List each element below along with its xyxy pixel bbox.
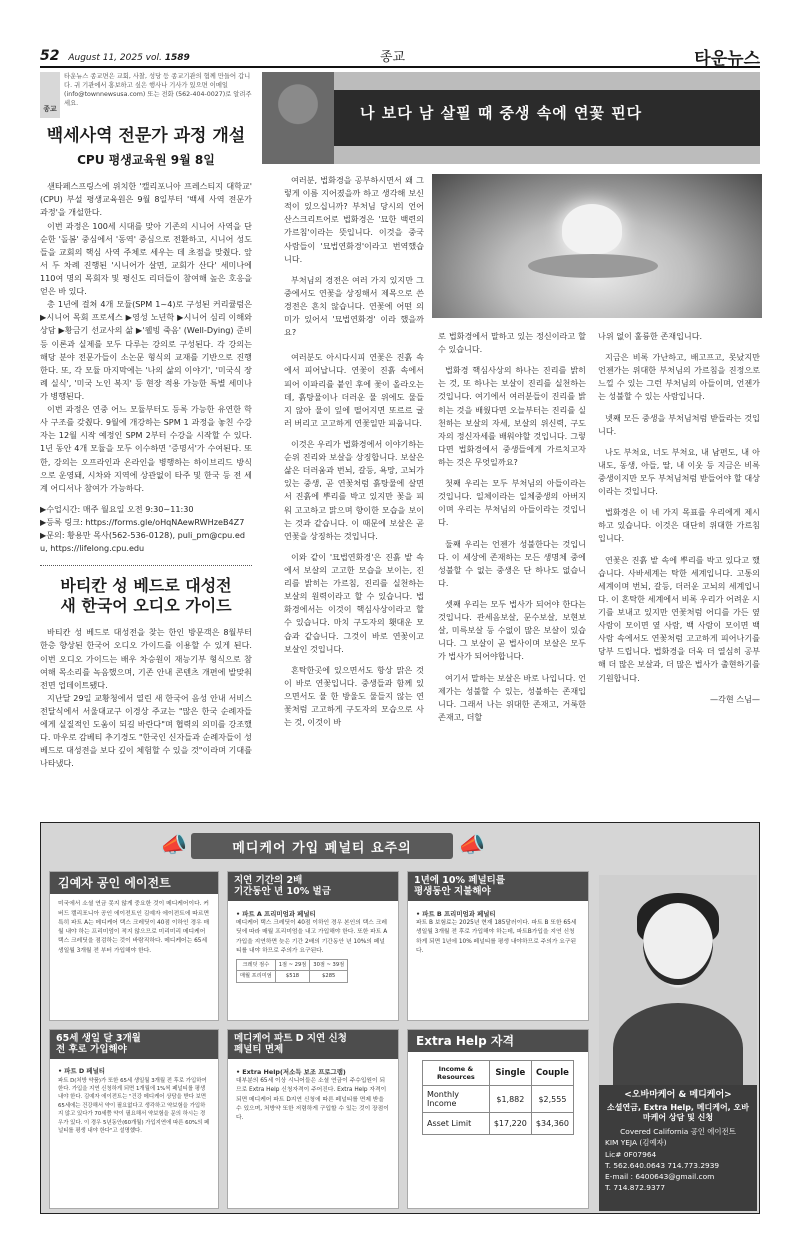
section-title: 종교 [380,50,406,65]
agent-body [613,1003,743,1093]
megaphone-icon: 📣 [458,833,486,858]
paragraph: 둘째 우리는 언젠가 성불한다는 것입니다. 이 세상에 존재하는 모든 생명체 중에 성불할 수 없는 중생은 단 하나도 없습니다. [438,538,586,588]
info-line: ▶수업시간: 매주 월요일 오전 9:30~11:30 [40,503,194,514]
table-row [423,1113,574,1135]
box-subtitle: • Extra Help(저소득 보조 프로그램) [236,1067,346,1076]
issue-info [40,48,190,64]
agent-fax[interactable]: T. 714.872.9377 [605,1182,666,1192]
paragraph: 총 1년에 걸쳐 4개 모듈(SPM 1~4)로 구성된 커리큘럼은 ▶시니어 목회 프로세스 ▶영성 노년학 ▶시니어 심리 이해와 상담 ▶황금기 선교사의 삶 ▶'웰빙 죽음' (Well-Dying) 준비 등 이론과 실제를 모두 다루는 강의로 구성된다. 각 강의는 해당 분야 전문가들이 소논문 형식의 교재를 기반으로 진행한다. 또, 각 모듈 마지막에는 '나의 삶의 이야기', '미국식 장례 실식', '미국 노인 복지' 등 현장 적용 가능한 특별 세미나가 병행된다. [40,299,252,401]
paragraph: 연꽃은 진흙 밭 속에 뿌리를 박고 있다고 했습니다. 사바세계는 탁한 세계입니다. 고통의 세계이며 번뇌, 갈등, 더러운 고뇌의 세계입니다. 이 혼탁한 세계에서 비록 우리가 어려운 시기를 보내고 있지만 연꽃처럼 어디를 가든 옆 사람이 모이면 옆 사람, 백 사람이 모이면 백 사람 속에서도 연꽃처럼 고고하게 피어나기를 당부 드립니다. 법화경을 더욱 더 열심히 공부해 더 많은 보살과, 더 많은 법사가 출현하기를 기원합니다. [598,554,760,683]
paragraph: 이와 같이 '묘법연화경'은 진흙 밭 속에서 보살의 고고한 모습을 보이는, 진리를 밝히는 가르침, 진리를 실천하는 보살의 원력이라고 할 수 있습니다. 법화경에서는 이것이 핵심사상이라고 할 수 있습니다. 마치 구도자의 횃대운 모습과 같습니다. 그것이 바로 연꽃이고 보살인 것입니다. [284,551,424,654]
article-headline [40,576,252,616]
box-subtitle: • 파트 B 프리미엄과 페널티 [416,909,496,918]
article-subhead: CPU 평생교육원 9월 8일 [77,153,215,168]
box-body [228,901,398,989]
agent-license: Lic# 0F07964 [605,1149,657,1159]
lotus-flower-icon [562,204,622,254]
table-row [423,1086,574,1113]
table-header-row [423,1061,574,1086]
box-text: 파트 D(처방 약품)가 또한 65세 생일월 3개월 전 후로 가입하여한다. 가입을 지연 신청하게 되면 1개월에 1%씩 페널티를 평생내야 한다. 김예자 에이전트는 "건강 메디케어 상담을 받다 보면 65세에는 건강해서 약이 필요없다고 생각하고 약보험을 가입하지 않고 있다가 70세쯤 약이 필요해서 약보험을 문의 하시는 경우가 있다. 이 경우 5년동안(60개월) 가입지연에 따른 60%의 페널티를 평생 내야 한다"고 설명했다. [58,1077,210,1134]
article-headline: 백세사역 전문가 과정 개설 [46,126,246,146]
eligibility-table [422,1060,574,1135]
box-text: 파트 B 보험료는 2025년 현재 185달러이다. 파트 B 또한 65세 생일월 3개월 전 후로 가입해야 하는데, 파트B가입을 지연 신청하게 되면 1년에 10% 페널티를 평생 내야하므로 주의가 요구된다. [416,920,577,954]
signature: —각현 스님— [709,693,760,704]
headline-line: 새 한국어 오디오 가이드 [60,596,232,616]
paragraph: 로 법화경에서 말하고 있는 정신이라고 할 수 있습니다. [438,331,586,355]
table-cell: 매월 프리미엄 [237,971,276,982]
paragraph: 혼탁한곳에 있으면서도 항상 맑은 것이 바로 연꽃입니다. 중생들과 함께 있으면서도 물 한 방울도 물들지 않는 연꽃처럼 고고하게 구도자의 모습으로 사는 것, 이것이 바 [284,664,424,728]
table-cell: $17,220 [489,1113,531,1135]
paragraph: 셋째 우리는 모두 법사가 되어야 한다는 것입니다. 관세음보살, 문수보살, 보현보살, 미륵보살 등 수없이 많은 보살이 있습니다. 그 보살이 곧 법사이며 보살은 모두가 법사가 되어야합니다. [438,598,586,662]
part-a-box [227,871,399,1021]
issue-date: August 11, 2025 [68,53,143,63]
vol-label: vol. [145,53,162,63]
paragraph: 나위 없이 훌륭한 존재입니다. [598,331,703,341]
article-column-1 [284,174,424,737]
paragraph: 여러분도 아시다시피 연꽃은 진흙 속에서 피어납니다. 연꽃이 진흙 속에서 피어 이파리를 붙인 후에 꽃이 올라오는데, 흙탕물이나 더러운 물 위에도 물들지 않아 물이 잎에 떨어지면 또르르 굴러 버리고 고고하게 연꽃일만 피웁니다. [284,352,424,428]
notice-text: 타운뉴스 종교면은 교회, 사찰, 성당 등 종교기관의 협께 만들어 갑니다. 귀 기관에서 홍보하고 싶은 행사나 기사가 있으면 이메일 (info@townnewsusa.com) 또는 전화 (562-404-0027)로 알려주세요. [64,73,252,108]
table-cell: 크레딧 점수 [237,960,276,971]
paragraph: 이번 과정은 연중 어느 모듈부터도 등록 가능한 유연한 학사 구조를 갖췄다. 9월에 개강하는 SPM 1 과정을 놓친 수강자는 12월 시작 예정인 SPM 2부터 수강을 시작할 수 있다. 1년 동안 4개 모듈을 모두 이수하면 '증명서'가 수여된다. 또한, 강의는 오프라인과 온라인을 병행하는 하이브리드 방식으로 운영돼, 시차와 지역에 상관없이 타주 및 한국 등 전 세계 어디서나 참여가 가능하다. [40,404,252,493]
box-title: 지연 기간의 2배 기간동안 년 10% 벌금 [228,872,398,901]
info-line[interactable]: ▶문의: 황용만 목사(562-536-0128), puli_pm@cpu.edu, https://lifelong.cpu.edu [40,530,245,554]
part-b-box [407,871,589,1021]
agent-email[interactable]: E-mail : 6400643@gmail.com [605,1171,715,1181]
vol-number: 1589 [164,53,190,63]
banner-title: 나 보다 남 살필 때 중생 속에 연꽃 핀다 [360,104,643,122]
box-subtitle: • 파트 D 페널티 [58,1066,105,1075]
paragraph: 이것은 우리가 법화경에서 이야기하는 순위 진리와 보살을 상징합니다. 보살은 삶은 더러움과 번뇌, 갈등, 욕망, 고뇌가 있는 중생, 곧 연꽃처럼 흙탕물에 살면서 진흙에 뿌리를 박고 있지만 꽃을 피워 고고하고 맑으며 향이한 모습을 보이는 것과 같습니다. 이 때문에 보살은 곧 연꽃을 상징하는 것입니다. [284,438,424,541]
agent-phone[interactable]: T. 562.640.0643 714.773.2939 [605,1160,720,1170]
extra-help-box [227,1029,399,1209]
agent-name: KIM YEJA (김예자) [605,1138,667,1148]
left-column [40,72,252,771]
box-title: Extra Help 자격 [408,1030,588,1052]
paragraph: 이번 과정은 100세 시대를 맞아 기존의 시니어 사역을 단순한 '돌봄' 중심에서 '동역' 중심으로 전환하고, 시니어 성도들을 교회의 핵심 사역 주체로 세우는 데 초점을 맞췄다. 앞서 두 차례 진행된 '시니어가 살면, 교회가 산다' 세미나에 110여 명의 목회자 및 평신도 리더들이 참여해 높은 호응을 얻은 바 있다. [40,220,252,297]
paragraph: 법화경은 이 네 가지 목표를 우리에게 제시하고 있습니다. 이것은 대단히 위대한 가르침입니다. [598,507,760,544]
article-body [40,626,252,770]
divider [40,565,252,566]
agent-face [643,903,713,985]
article-column-3 [598,330,760,706]
agent-services: 소셜연금, Extra Help, 메디케어, 오바마케어 상담 및 신청 [607,1102,749,1122]
box-body [408,901,588,962]
part-d-box [49,1029,219,1209]
paragraph: 부처님의 경전은 여러 가지 있지만 그 중에서도 연꽃을 상징해서 제목으로 쓴 경전은 흔치 않습니다. 연꽃에 어떤 의미가 있어서 '묘법연화경' 이라 했을까요? [284,274,424,338]
hand-icon [528,254,658,278]
agent-contact-card [599,1085,757,1211]
info-line[interactable]: ▶등록 링크: https://forms.gle/oHqNAewRWHzeB4Z7 [40,516,245,527]
table-header: Single [489,1061,531,1086]
paragraph: 넷째 모든 중생을 부처님처럼 받들라는 것입니다. [598,412,760,436]
masthead [40,44,760,68]
box-text: 메디케어 택스 크레딧이 40점 이하인 경우 본인의 택스 크레딧에 따라 매월 프리미엄을 내고 가입해야 한다. 또한 파트 A 가입을 지연하면 늦은 기간 2배의 기간동안 년 10%의 페널티를 내야 하므로 주의가 요구된다. [236,920,388,954]
paragraph: 여러분, 법화경을 공부하시면서 왜 그렇게 이름 지어졌을까 하고 생각해 보신 적이 있으십니까? 부처님 당시의 언어 산스크리트어로 법화경은 '묘한 백련의 가르침'이라는 뜻입니다. 이것을 중국 사람들이 '묘법연화경'이라고 번역했습니다. [284,175,424,264]
lotus-photo [432,174,762,318]
table-cell: $285 [310,971,348,982]
monk-photo [262,72,334,164]
paragraph: 법화경 핵심사상의 하나는 진리를 밝히는 것, 또 하나는 보살이 진리를 실천하는 것입니다. 여기에서 여러분들이 진리를 밝히는 것을 배웠다면 오늘부터는 진리를 실천하는 보살의 자세, 보살의 위신력, 구도자의 정신자세를 배워야할 것입니다. 그렇다면 법화경에서 중생들에게 가르치고자 하는 것은 무엇일까요? [438,365,586,467]
agent-photo [599,875,757,1085]
agent-header: <오바마케어 & 메디케어> [624,1090,732,1100]
page-number: 52 [40,48,60,64]
premium-table [236,959,348,983]
paragraph: 여기서 말하는 보살은 바로 나입니다. 언제가는 성불할 수 있는, 성불하는 존재입니다. 그래서 나는 위대한 존재고, 거룩한 존재고, 더할 [438,672,586,722]
brand-logo: 타운뉴스 [694,49,760,69]
table-cell: $518 [275,971,310,982]
box-body: 미국에서 소셜 연금 못지 않게 중요한 것이 메디케어이다. 커버드 캘리포니아 공인 에이전트인 김예자 에이전트에 따르면 특히 파트 A는 메디케어 택스 크레딧이 40점 이하인 경우 매월 내야 하는 프리미엄이 적지 않으므로 미리미리 메디케어 택스 크레딧을 점검하는 것이 바람직하다. 메디케어는 65세 생일월 3개월 전 부터 가입해야 한다. [58,901,210,954]
table-cell: 1점 ~ 29점 [275,960,310,971]
table-cell: $2,555 [531,1086,573,1113]
paragraph: 바티칸 성 베드로 대성전을 찾는 한인 방문객은 8월부터 한층 향상된 한국어 오디오 가이드를 이용할 수 있게 된다. 이번 오디오 가이드는 배우 차승원이 재능기부 형식으로 참여해 목소리를 녹음했으며, 기존 안내 콘텐츠 개편에 발맞춰 전면 업데이트됐다. [40,627,252,690]
article-column-2 [438,330,586,732]
article-info [40,503,252,555]
medicare-ad [40,822,760,1214]
table-header: Income & Resources [423,1061,490,1086]
paragraph: 지금은 비록 가난하고, 배고프고, 못났지만 언젠가는 위대한 부처님의 가르침을 진정으로 느낄 수 있는 그런 부처님의 아들이며, 언젠가는 성불할 수 있는 사람입니다. [598,352,760,402]
table-cell: $1,882 [489,1086,531,1113]
box-title: 메디케어 파트 D 지연 신청 페널티 면제 [228,1030,398,1059]
box-subtitle: • 파트 A 프리미엄과 페널티 [236,909,316,918]
notice-badge: 종교 [40,72,60,118]
table-cell: $34,360 [531,1113,573,1135]
megaphone-icon: 📣 [160,833,188,858]
headline-line: 바티칸 성 베드로 대성전 [60,576,232,596]
section-notice [40,72,252,122]
paragraph: 나도 부처요, 너도 부처요, 내 남편도, 내 아내도, 동생, 아들, 딸, 내 이웃 등 지금은 비록 중생이지만 모두 부처님처럼 받들어야 할 대상이라는 것입니다. [598,446,760,497]
paragraph: 샌타페스프링스에 위치한 '캘리포니아 프레스티지 대학교' (CPU) 부설 평생교육원은 9월 8일부터 '백세 사역 전문가 과정'을 개설한다. [40,181,252,218]
table-cell: Asset Limit [423,1113,490,1135]
box-title: 1년에 10% 페널티를 평생동안 지불해야 [408,872,588,901]
agent-cert: Covered California 공인 에이전트 [620,1127,736,1137]
box-body [228,1059,398,1130]
paragraph: 첫째 우리는 모두 부처님의 아들이라는 것입니다. 일체이라는 일체중생의 아버지이며 우리는 부처님의 아들이라는 것입니다. [438,478,586,528]
table-cell: Monthly Income [423,1086,490,1113]
ad-banner: 메디케어 가입 페널티 요주의 [191,833,453,859]
box-title: 65세 생일 달 3개월 전 후로 가입해야 [50,1030,218,1059]
box-title: 김예자 공인 에이전트 [50,872,218,894]
box-body [50,1059,218,1142]
article-body [40,180,252,495]
table-header: Couple [531,1061,573,1086]
paragraph: 지난달 29일 교황청에서 열린 새 한국어 음성 안내 서비스 전달식에서 서울대교구 이경상 주교는 "많은 한국 순례자들에게 실질적인 도움이 되길 바란다"며 협력의 의미를 강조했다. 마우로 감베티 추기경도 "한국인 신자들과 순례자들이 성 베드로 대성전을 보다 깊이 체험할 수 있을 것"이라며 기대를 나타냈다. [40,692,252,769]
agent-intro-box [49,871,219,1021]
extra-help-table-box [407,1029,589,1209]
table-row [237,971,348,982]
box-text: 대부분의 65세 이상 시니어들은 소셜 연금이 주수입원이 되므로 Extra Help 신청자격이 주어진다. Extra Help 자격이 되면 메디케어 파트 D지연 신청에 따른 페널티를 면제 받을 수 있으며, 처방약 또한 저렴하게 구입할 수 있는 것이 장점이다. [236,1078,389,1122]
article-banner [262,72,760,164]
table-row [237,960,348,971]
table-cell: 30점 ~ 39점 [310,960,348,971]
